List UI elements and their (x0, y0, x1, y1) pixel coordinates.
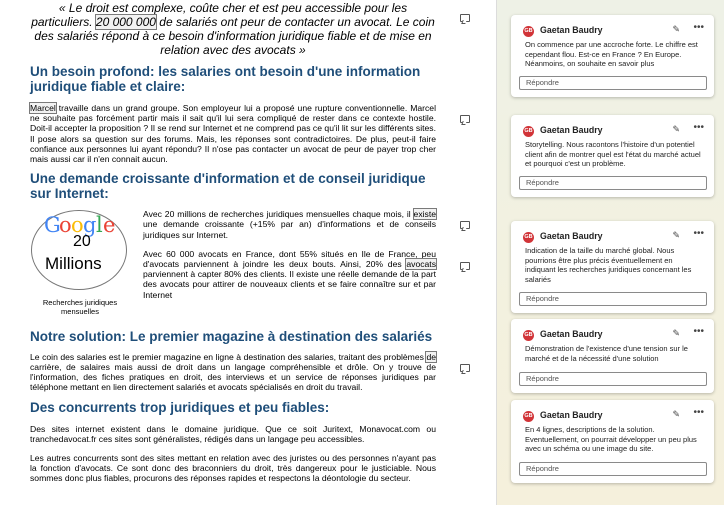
paragraph-avocats: Avec 60 000 avocats en France, dont 55% situés en Ile de France, peu d'avocats parviennent à joindre les deux bouts. Ainsi, 20% des avocats parviennent à capter 80% des clients. Il existe une réelle demande de la part des avocats pour attirer de nouveaux clients et se faire connaître sur et par Internet (143, 248, 436, 300)
google-logo-letter: e (103, 213, 116, 237)
paragraph-sites: Des sites internet existent dans le domaine juridique. Que ce soit Juritext, Monavocat.com ou tranchedavocat.fr ces sites sont généralistes, rédigés dans un langage peu accessibles. (30, 423, 436, 444)
comment-marker-icon[interactable] (460, 115, 470, 123)
comment-marker-icon[interactable] (460, 14, 470, 22)
comment-text: Storytelling. Nous racontons l'histoire d'un potentiel client afin de montrer quel est l'état du marché actuel et pourquoi c'est un problème. (525, 140, 701, 168)
pencil-icon[interactable]: ✎ (672, 230, 680, 240)
paragraph-autres-concurrents: Les autres concurrents sont des sites mettant en relation avec des juristes ou des personnes n'ayant pas la fonction d'avocats. Ce sont donc des braconniers du droit, très dangereux pour le justiciable. Nous sommes donc plus fiables, procurons des réponses rapides et respectons la déontologie du secteur. (30, 453, 436, 484)
pencil-icon[interactable]: ✎ (672, 328, 680, 338)
comment-author: Gaetan Baudry (540, 329, 603, 339)
paragraph-recherches: Avec 20 millions de recherches juridiques mensuelles chaque mois, il existe une demande croissante (+15% par an) d'informations et de conseils juridiques sur Internet. (143, 209, 436, 240)
comment-text: En 4 lignes, descriptions de la solution. Eventuellement, on pourrait développer un peu plus avec un schéma ou une image du site. (525, 425, 697, 453)
google-searches-image (30, 210, 140, 320)
pencil-icon[interactable]: ✎ (672, 124, 680, 134)
commented-text-5[interactable]: de (426, 351, 436, 362)
comment-marker-icon[interactable] (460, 364, 470, 372)
avatar: GB (523, 330, 534, 341)
comment-card-1[interactable] (511, 15, 714, 97)
google-logo-letter: g (83, 213, 97, 237)
comment-text: Démonstration de l'existence d'une tension sur le marché et de la nécessité d'une solution (525, 344, 688, 363)
avatar: GB (523, 232, 534, 243)
comment-text: On commence par une accroche forte. Le chiffre est cependant flou. Est-ce en France ? En Europe. Néanmoins, on souhaite en savoir plus (525, 40, 698, 68)
more-horizontal-icon[interactable]: ••• (693, 407, 704, 418)
comment-author: Gaetan Baudry (540, 231, 603, 241)
comment-author: Gaetan Baudry (540, 25, 603, 35)
more-horizontal-icon[interactable]: ••• (693, 122, 704, 133)
side-text-block (143, 209, 436, 300)
image-unit: Millions (45, 254, 102, 273)
commented-text-1[interactable]: 20 000 000 (95, 15, 156, 29)
heading-concurrents: Des concurrents trop juridiques et peu fiables: (30, 399, 330, 415)
reply-input[interactable]: Répondre (519, 176, 707, 190)
more-horizontal-icon[interactable]: ••• (693, 326, 704, 337)
google-logo-letter: o (71, 213, 84, 237)
pencil-icon[interactable]: ✎ (672, 409, 680, 419)
comment-text: Indication de la taille du marché global. Nous pourrions être plus précis éventuellement en indiquant les recherches juridiques concernant les salariés (525, 246, 692, 284)
comments-pane (496, 0, 724, 505)
google-logo-letter: l (96, 213, 103, 237)
comment-marker-icon[interactable] (460, 262, 470, 270)
comment-author: Gaetan Baudry (540, 125, 603, 135)
pencil-icon[interactable]: ✎ (672, 24, 680, 34)
comment-card-4[interactable] (511, 319, 714, 393)
heading-demande: Une demande croissante d'information et de conseil juridique sur Internet: (30, 171, 426, 202)
paragraph-solution: Le coin des salaries est le premier magazine en ligne à destination des salaries, traitant des problèmes de carrière, de salaires mais aussi de droit dans un langage compréhensible et drôle. On y trouve de l'information, des fiches pratiques en droit, des interviews et un service de réponses juridiques par téléphone mettant en lien directement salariés et avocats spécialisés en droit du travail. (30, 351, 436, 393)
commented-text-4[interactable]: avocats (406, 259, 436, 270)
reply-input[interactable]: Répondre (519, 372, 707, 386)
comment-card-5[interactable] (511, 400, 714, 483)
comment-card-2[interactable] (511, 115, 714, 197)
heading-solution: Notre solution: Le premier magazine à destination des salariés (30, 328, 433, 344)
heading-besoin: Un besoin profond: les salaries ont besoin d'une information juridique fiable et claire: (30, 64, 421, 94)
commented-text-2[interactable]: Marcel (30, 103, 56, 113)
more-horizontal-icon[interactable]: ••• (693, 228, 704, 239)
reply-input[interactable]: Répondre (519, 292, 707, 306)
reply-input[interactable]: Répondre (519, 462, 707, 476)
comment-marker-icon[interactable] (460, 221, 470, 229)
google-logo-letter: o (59, 213, 72, 237)
avatar: GB (523, 26, 534, 37)
reply-input[interactable]: Répondre (519, 76, 707, 90)
intro-quote: « Le droit est complexe, coûte cher et est peu accessible pour les particuliers. 20 000 000 de salariés ont peur de contacter un avocat. Le coin des salariés répond à ce besoin d'information juridique fiable et de mise en relation avec des avocats » (31, 1, 435, 57)
comment-card-3[interactable] (511, 221, 714, 313)
paragraph-marcel: Marcel travaille dans un grand groupe. Son employeur lui a proposé une rupture conventionnelle. Marcel ne souhaite pas forcément partir mais il sait qu'il lui sera compliqué de rester dans ce contexte hostile. Doit-il accepter la proposition ? Il se rend sur Internet et ne comprend pas ce qu'il lit sur les différents sites. Il pose alors sa question sur des forums. Mais, les réponses sont contradictoires. De plus, peut-il faire confiance aux personnes lui ayant répondu? Il n'ose pas contacter un avocat de peur de payer trop cher mais aussi car il n'en connait aucun. (30, 103, 436, 165)
more-horizontal-icon[interactable]: ••• (693, 22, 704, 33)
avatar: GB (523, 126, 534, 137)
google-logo-letter: G (44, 213, 61, 237)
avatar: GB (523, 411, 534, 422)
image-number: 20 (73, 233, 91, 250)
comment-author: Gaetan Baudry (540, 410, 603, 420)
image-caption: Recherches juridiques mensuelles (42, 298, 118, 316)
commented-text-3[interactable]: existe (413, 209, 436, 220)
